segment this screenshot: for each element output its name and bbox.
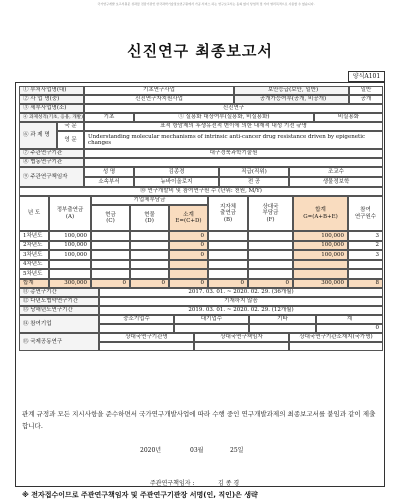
current-period-value: 2019. 03. 01. ~ 2020. 02. 29. (12개월) xyxy=(99,306,383,315)
pi-name: 김종경 xyxy=(134,167,219,177)
budget-sum-gov-fund: 300,000 xyxy=(49,279,91,289)
budget-row-gov-fund xyxy=(49,269,91,279)
budget-row-total xyxy=(293,260,348,270)
budget-row-budget-year: 4차년도 xyxy=(19,260,49,270)
gov-fund-header: 정부출연금 (A) xyxy=(49,196,91,231)
multi-year-period-label: ⑫ 다년도협약연구기간 xyxy=(19,297,99,306)
sme-count xyxy=(99,324,174,333)
other-count xyxy=(249,324,316,333)
large-company-count xyxy=(174,324,249,333)
budget-row-total xyxy=(293,269,348,279)
budget-row-partner-country xyxy=(248,231,293,241)
budget-sum-budget-year: 합계 xyxy=(19,279,49,289)
budget-row-partner-country xyxy=(248,269,293,279)
budget-row-in-kind xyxy=(130,231,169,241)
security-value: 일반 xyxy=(349,86,383,95)
budget-sum-cash: 0 xyxy=(91,279,130,289)
researchers-header: 참여 연구원수 xyxy=(348,196,383,231)
budget-row-researchers xyxy=(348,269,383,279)
header-notice: 국가연구개발 보고서원문 성과물 전담기관인 한국과학기술정보연구원에서 가공·서비스 하는 연구보고서는 동의 없이 상업적 및 기타 영리목적으로 사용할 수 없습니다. xyxy=(97,2,315,6)
budget-row-corporate-subtotal: 0 xyxy=(169,231,208,241)
budget-row-local-gov xyxy=(208,269,248,279)
budget-row-budget-year: 1차년도 xyxy=(19,231,49,241)
current-period-label: ⑬ 당해년도연구기간 xyxy=(19,306,99,315)
pi-name-label: 성 명 xyxy=(84,167,134,177)
pi-label: ⑨ 주관연구책임자 xyxy=(19,167,84,187)
budget-row-budget-year: 3차년도 xyxy=(19,250,49,260)
budget-row-gov-fund: 100,000 xyxy=(49,241,91,251)
total-period-value: 2017. 03. 01. ~ 2020. 02. 29. (36개월) xyxy=(99,288,383,297)
budget-row-researchers: 2 xyxy=(348,241,383,251)
international-collab-label: ⑮ 국제공동연구 xyxy=(19,333,99,351)
nature-label: ④ 과제성격(기초, 응용, 개발) xyxy=(19,113,84,122)
security-label: 보안등급(보안, 일반) xyxy=(234,86,349,95)
budget-row-total: 100,000 xyxy=(293,231,348,241)
subprogram-value: 신진연구 xyxy=(84,104,383,113)
budget-sum-local-gov: 0 xyxy=(208,279,248,289)
large-company-count-header: 대기업수 xyxy=(174,315,249,324)
program-label: ② 사 업 명(중) xyxy=(19,95,84,104)
host-institution-label: ⑦ 주관연구기관 xyxy=(19,149,84,158)
budget-row-partner-country xyxy=(248,260,293,270)
budget-row-cash xyxy=(91,269,130,279)
budget-row-researchers: 3 xyxy=(348,250,383,260)
pi-major-label: 전 공 xyxy=(219,177,289,187)
budget-row-local-gov xyxy=(208,231,248,241)
budget-year-header: 년 도 xyxy=(19,196,49,231)
form-code: 양식A101 xyxy=(348,71,385,82)
budget-sum-researchers: 8 xyxy=(348,279,383,289)
pi-dept-label: 소속부서 xyxy=(84,177,134,187)
budget-row-total: 100,000 xyxy=(293,241,348,251)
pi-dept: 뉴바이올로지 xyxy=(134,177,219,187)
ministry-value: 기초연구사업 xyxy=(84,86,234,95)
budget-row-corporate-subtotal xyxy=(169,269,208,279)
total-header: 합계 G=(A+B+E) xyxy=(293,196,348,231)
date-year: 2020년 xyxy=(140,447,162,454)
budget-row-corporate-subtotal: 0 xyxy=(169,241,208,251)
date-day: 25일 xyxy=(230,447,244,454)
budget-row-local-gov xyxy=(208,241,248,251)
company-total: 0 xyxy=(316,324,383,333)
partner-institution xyxy=(99,342,194,351)
participating-companies-label: ⑭ 참여기업 xyxy=(19,315,99,333)
budget-row-budget-year: 2차년도 xyxy=(19,241,49,251)
sme-count-header: 중소기업수 xyxy=(99,315,174,324)
budget-row-in-kind xyxy=(130,269,169,279)
english-label: 영 문 xyxy=(57,131,84,149)
budget-row-partner-country xyxy=(248,250,293,260)
date-month: 03월 xyxy=(190,447,204,454)
budget-row-gov-fund: 100,000 xyxy=(49,250,91,260)
pi-signature-label: 주관연구책임자 : xyxy=(150,480,195,487)
budget-row-cash xyxy=(91,231,130,241)
multi-year-period-value: 기재하지 않음 xyxy=(99,297,383,306)
budget-row-researchers xyxy=(348,260,383,270)
budget-row-gov-fund: 100,000 xyxy=(49,231,91,241)
ministry-label: ① 부처사업명(대) xyxy=(19,86,84,95)
budget-sum-total: 300,000 xyxy=(293,279,348,289)
in-kind-header: 현물 (D) xyxy=(130,205,169,231)
budget-sum-in-kind: 0 xyxy=(130,279,169,289)
program-value: 신진연구자지원사업 xyxy=(84,95,234,104)
korean-title: 표적 항암제의 후생유전적 변이에 의한 내재적 내성 기전 규명 xyxy=(84,122,383,131)
budget-row-gov-fund xyxy=(49,260,91,270)
company-total-header: 계 xyxy=(316,315,383,324)
budget-row-partner-country xyxy=(248,241,293,251)
budget-row-in-kind xyxy=(130,250,169,260)
pi-position: 조교수 xyxy=(289,167,383,177)
budget-row-total: 100,000 xyxy=(293,250,348,260)
nature-value: 기초 xyxy=(84,113,134,122)
cash-header: 현금 (C) xyxy=(91,205,130,231)
budget-row-researchers: 3 xyxy=(348,231,383,241)
budget-row-budget-year: 5차년도 xyxy=(19,269,49,279)
pi-signature-name: 김 종 경 xyxy=(218,480,240,487)
budget-row-in-kind xyxy=(130,260,169,270)
budget-row-corporate-subtotal xyxy=(169,260,208,270)
budget-row-in-kind xyxy=(130,241,169,251)
public-value: 공개 xyxy=(349,95,383,104)
practical-value: 비실용화 xyxy=(314,113,383,122)
english-title: Understanding molecular mechanisms of intrinsic anti-cancer drug resistance driven by epigenetic changes xyxy=(84,131,383,149)
budget-row-local-gov xyxy=(208,260,248,270)
budget-row-cash xyxy=(91,250,130,260)
budget-row-corporate-subtotal: 0 xyxy=(169,250,208,260)
other-count-header: 기타 xyxy=(249,315,316,324)
footnote: ※ 전자접수이므로 주관연구책임자 및 주관연구기관장 서명(인, 직인)은 생략 xyxy=(22,491,258,499)
budget-row-cash xyxy=(91,260,130,270)
public-label: 공개가능여부(공개, 비공개) xyxy=(234,95,349,104)
total-period-label: ⑪ 총연구기간 xyxy=(19,288,99,297)
korean-label: 국 문 xyxy=(57,122,84,131)
cooperating-institution-label: ⑧ 협동연구기관 xyxy=(19,158,84,167)
local-gov-header: 지자체 출연금 (B) xyxy=(208,196,248,231)
cooperating-institution-value xyxy=(84,158,383,167)
budget-sum-partner-country: 0 xyxy=(248,279,293,289)
partner-pi-header: 상대국연구책임자 xyxy=(194,333,289,342)
budget-row-local-gov xyxy=(208,250,248,260)
practical-label: ⑤ 실용화 대상여부(실용화, 비실용화) xyxy=(134,113,314,122)
corporate-fund-header: 기업체부담금 xyxy=(91,196,208,205)
partner-pi xyxy=(194,342,289,351)
host-institution-value: 대구경북과학기술원 xyxy=(84,149,383,158)
submission-statement: 관계 규정과 모든 지시사항을 준수하면서 국가연구개발사업에 따라 수행 중인 연구개발과제의 최종보고서를 붙임과 같이 제출합니다. xyxy=(22,410,376,430)
budget-sum-corporate-subtotal: 0 xyxy=(169,279,208,289)
subprogram-label: ③ 세부사업명(소) xyxy=(19,104,84,113)
partner-country-header: 상대국 부담금 (F) xyxy=(248,196,293,231)
partner-institution-header: 상대국연구기관명 xyxy=(99,333,194,342)
partner-location-header: 상대국연구기관소재지(국가명) xyxy=(289,333,383,342)
budget-heading: ⑩ 연구개발비 및 참여연구원 수 (단위: 천원, M/Y) xyxy=(19,187,383,196)
pi-position-label: 직급(직위) xyxy=(219,167,289,177)
project-name-label: ⑥ 과 제 명 xyxy=(19,122,57,149)
budget-row-cash xyxy=(91,241,130,251)
pi-major: 생물정보학 xyxy=(289,177,383,187)
partner-location xyxy=(289,342,383,351)
document-title: 신진연구 최종보고서 xyxy=(127,42,273,60)
corporate-subtotal-header: 소계 E=(C+D) xyxy=(169,205,208,231)
